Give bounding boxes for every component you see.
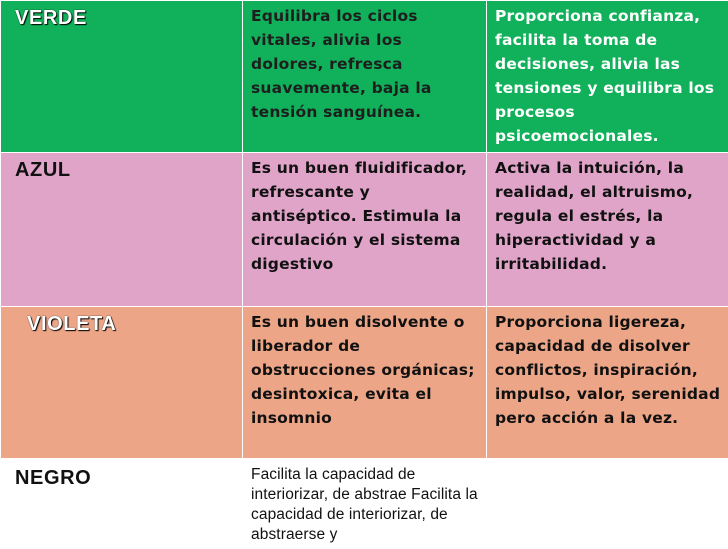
physical-effects-cell: Es un buen disolvente o liberador de obstrucciones orgánicas; desintoxica, evita el insomnio bbox=[243, 307, 487, 459]
color-name-cell: VIOLETA bbox=[1, 307, 243, 459]
color-name-cell: NEGRO bbox=[1, 459, 243, 549]
table-row-violeta bbox=[1, 307, 728, 459]
table-row-negro bbox=[1, 459, 728, 549]
emotional-effects-cell: Activa la intuición, la realidad, el altruismo, regula el estrés, la hiperactividad y a irritabilidad. bbox=[487, 153, 728, 307]
emotional-effects-cell: Proporciona confianza, facilita la toma de decisiones, alivia las tensiones y equilibra los procesos psicoemocionales. bbox=[487, 1, 728, 153]
physical-effects-cell: Equilibra los ciclos vitales, alivia los dolores, refresca suavemente, baja la tensión sanguínea. bbox=[243, 1, 487, 153]
table-row-verde bbox=[1, 1, 728, 153]
physical-effects-cell: Es un buen fluidificador, refrescante y antiséptico. Estimula la circulación y el sistema digestivo bbox=[243, 153, 487, 307]
emotional-effects-cell bbox=[487, 459, 728, 549]
emotional-effects-cell: Proporciona ligereza, capacidad de disolver conflictos, inspiración, impulso, valor, serenidad pero acción a la vez. bbox=[487, 307, 728, 459]
physical-effects-cell: Facilita la capacidad de interiorizar, de abstrae Facilita la capacidad de interiorizar, de abstraerse y bbox=[243, 459, 487, 549]
color-name-cell: VERDE bbox=[1, 1, 243, 153]
color-name-cell: AZUL bbox=[1, 153, 243, 307]
table-row-azul bbox=[1, 153, 728, 307]
